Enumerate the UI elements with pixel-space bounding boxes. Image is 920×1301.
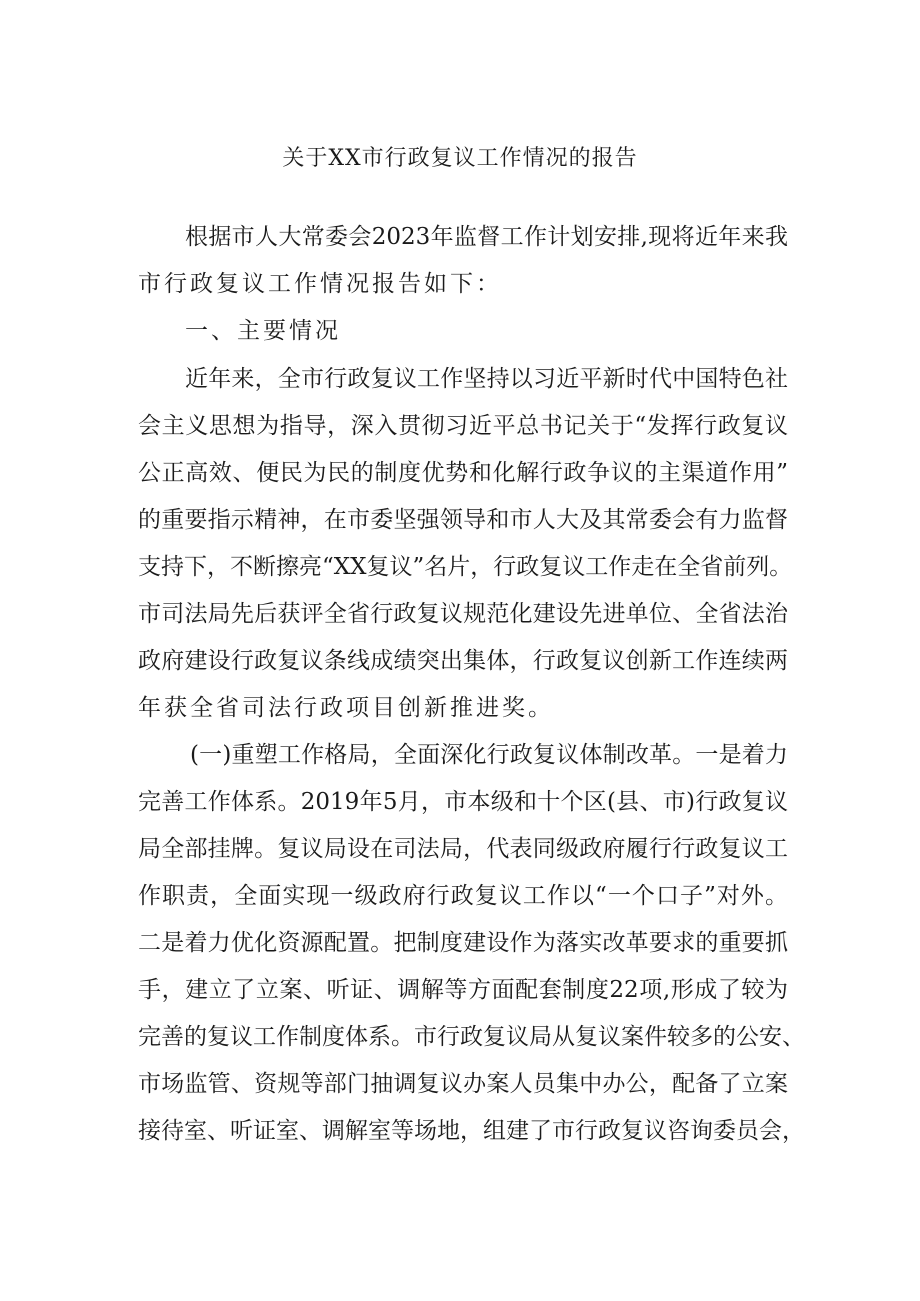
paragraph-line: 公正高效、便民为民的制度优势和化解行政争议的主渠道作用”	[138, 460, 788, 486]
paragraph-line: 近年来，全市行政复议工作坚持以习近平新时代中国特色社	[185, 366, 788, 392]
paragraph-line: 市场监管、资规等部门抽调复议办案人员集中办公，配备了立案	[138, 1071, 788, 1097]
document-title: 关于XX市行政复议工作情况的报告	[282, 146, 638, 171]
paragraph-line: 作职责，全面实现一级政府行政复议工作以“一个口子”对外。	[138, 883, 788, 909]
paragraph-line: 市司法局先后获评全省行政复议规范化建设先进单位、全省法治	[138, 601, 788, 627]
paragraph-line: 的重要指示精神，在市委坚强领导和市人大及其常委会有力监督	[138, 507, 788, 533]
paragraph-line: 支持下，不断擦亮“XX复议”名片，行政复议工作走在全省前列。	[138, 554, 793, 580]
paragraph-line: 年获全省司法行政项目创新推进奖。	[138, 695, 554, 721]
paragraph-line: 完善的复议工作制度体系。市行政复议局从复议案件较多的公安、	[138, 1024, 805, 1050]
paragraph-line: 手，建立了立案、听证、调解等方面配套制度22项,形成了较为	[138, 977, 788, 1003]
paragraph-line: 接待室、听证室、调解室等场地，组建了市行政复议咨询委员会，	[138, 1118, 805, 1144]
paragraph-line: 市行政复议工作情况报告如下：	[138, 271, 502, 297]
paragraph-line: 完善工作体系。2019年5月，市本级和十个区(县、市)行政复议	[138, 789, 788, 815]
paragraph-line: 会主义思想为指导，深入贯彻习近平总书记关于“发挥行政复议	[138, 413, 788, 439]
section-heading: 一、主要情况	[185, 318, 341, 344]
paragraph-line: 政府建设行政复议条线成绩突出集体，行政复议创新工作连续两	[138, 648, 788, 674]
paragraph-line: 根据市人大常委会2023年监督工作计划安排,现将近年来我	[185, 224, 788, 250]
paragraph-line: 二是着力优化资源配置。把制度建设作为落实改革要求的重要抓	[138, 930, 788, 956]
paragraph-line: 局全部挂牌。复议局设在司法局，代表同级政府履行行政复议工	[138, 836, 788, 862]
subsection-heading-line: (一)重塑工作格局，全面深化行政复议体制改革。一是着力	[190, 742, 788, 768]
